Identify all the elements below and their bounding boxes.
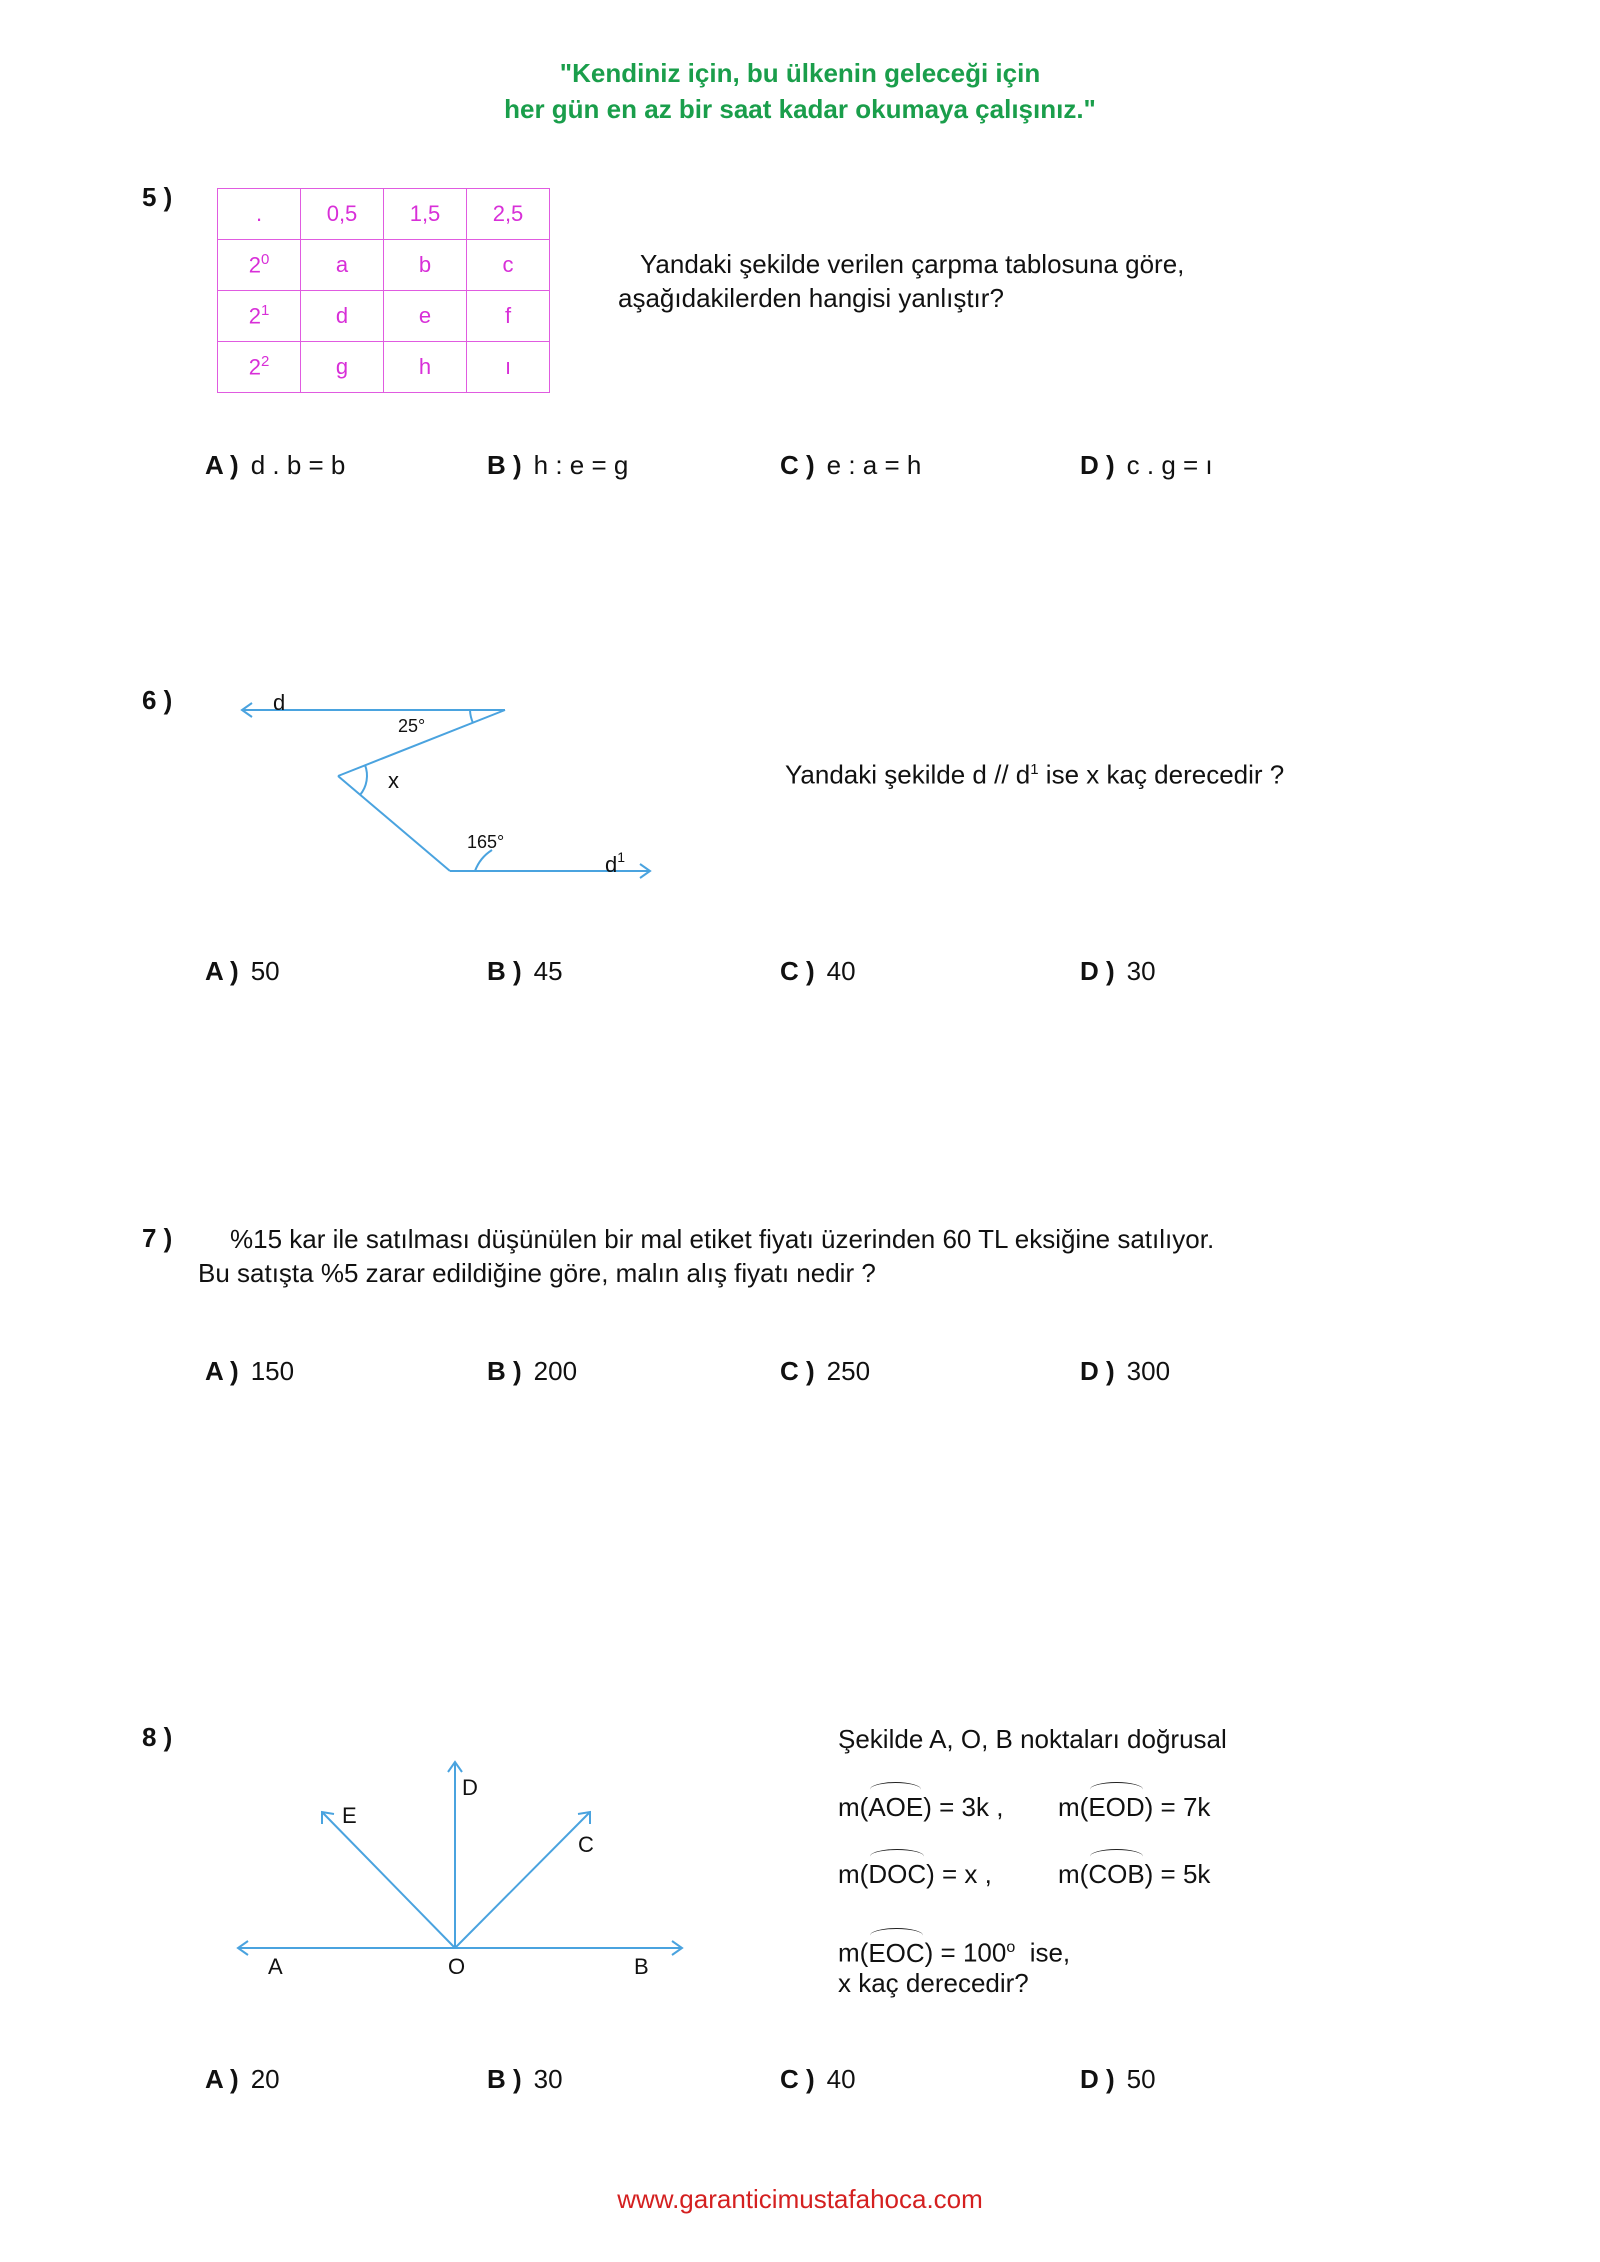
table-cell: h bbox=[384, 342, 467, 393]
label-d1: $d^1$ bbox=[605, 849, 626, 877]
question-6-number: 6 ) bbox=[142, 685, 173, 715]
q8-option-c[interactable]: C ) 40 bbox=[780, 2064, 856, 2094]
q6-option-c[interactable]: C ) 40 bbox=[780, 956, 856, 986]
question-5-text-line-2: aşağıdakilerden hangisi yanlıştır? bbox=[618, 283, 1004, 313]
table-cell: 0,5 bbox=[301, 189, 384, 240]
question-7-text-line-1: %15 kar ile satılması düşünülen bir mal etiket fiyatı üzerinden 60 TL eksiğine satılıyor. bbox=[230, 1224, 1215, 1254]
angle-arc-top bbox=[470, 710, 473, 723]
table-cell: g bbox=[301, 342, 384, 393]
table-cell: e bbox=[384, 291, 467, 342]
equation-cob: m(COB) = 5k bbox=[1058, 1859, 1211, 1889]
footer-url[interactable]: www.garanticimustafahoca.com bbox=[617, 2184, 983, 2214]
q7-option-c[interactable]: C ) 250 bbox=[780, 1356, 871, 1386]
q6-option-d[interactable]: D ) 30 bbox=[1080, 956, 1156, 986]
table-row-header: $2^2$ bbox=[218, 342, 301, 393]
label-165-deg: 165° bbox=[467, 832, 505, 852]
question-6-text: Yandaki şekilde d // $d^1$ ise x kaç derecedir ? bbox=[785, 759, 1285, 790]
angles-figure bbox=[230, 1740, 690, 1990]
table-cell: f bbox=[467, 291, 550, 342]
label-o: O bbox=[448, 1954, 466, 1979]
q5-option-c[interactable]: C ) e : a = h bbox=[780, 450, 922, 480]
q6-option-b[interactable]: B ) 45 bbox=[487, 956, 563, 986]
table-cell: . bbox=[218, 189, 301, 240]
question-8-text-line-1: Şekilde A, O, B noktaları doğrusal bbox=[838, 1724, 1227, 1754]
angle-arc-bottom bbox=[475, 850, 492, 871]
question-7-text-line-2: Bu satışta %5 zarar edildiğine göre, malın alış fiyatı nedir ? bbox=[198, 1258, 876, 1288]
label-x: x bbox=[388, 768, 399, 793]
label-c: C bbox=[578, 1832, 594, 1857]
equation-eoc: $m(EOC) = 100^o$ ise, bbox=[838, 1937, 1071, 1968]
label-d: D bbox=[462, 1775, 478, 1800]
label-e: E bbox=[342, 1803, 357, 1828]
q7-option-b[interactable]: B ) 200 bbox=[487, 1356, 578, 1386]
table-row bbox=[218, 291, 550, 342]
question-5-text-line-1: Yandaki şekilde verilen çarpma tablosuna göre, bbox=[640, 249, 1185, 279]
motto-line-2: her gün en az bir saat kadar okumaya çalışınız." bbox=[504, 94, 1096, 124]
q7-option-a[interactable]: A ) 150 bbox=[205, 1356, 295, 1386]
table-row-header: $2^0$ bbox=[218, 240, 301, 291]
q5-option-a[interactable]: A ) d . b = b bbox=[205, 450, 346, 480]
q8-option-a[interactable]: A ) 20 bbox=[205, 2064, 280, 2094]
label-d: d bbox=[273, 690, 286, 715]
table-row bbox=[218, 342, 550, 393]
motto-line-1: "Kendiniz için, bu ülkenin geleceği için bbox=[559, 58, 1041, 88]
table-cell: 2,5 bbox=[467, 189, 550, 240]
table-cell: a bbox=[301, 240, 384, 291]
label-b: B bbox=[634, 1954, 649, 1979]
equation-doc: m(DOC) = x , bbox=[838, 1859, 992, 1889]
label-a: A bbox=[268, 1954, 283, 1979]
parallel-lines-figure bbox=[230, 680, 670, 890]
q5-option-d[interactable]: D ) c . g = ı bbox=[1080, 450, 1213, 480]
table-header-row bbox=[218, 189, 550, 240]
table-cell: d bbox=[301, 291, 384, 342]
q8-option-d[interactable]: D ) 50 bbox=[1080, 2064, 1156, 2094]
ray-oe bbox=[322, 1812, 455, 1948]
table-row-header: $2^1$ bbox=[218, 291, 301, 342]
q5-option-b[interactable]: B ) h : e = g bbox=[487, 450, 629, 480]
ray-oc bbox=[455, 1812, 590, 1948]
question-5-number: 5 ) bbox=[142, 182, 173, 212]
question-8-text-last: x kaç derecedir? bbox=[838, 1968, 1029, 1998]
table-cell: b bbox=[384, 240, 467, 291]
table-cell: ı bbox=[467, 342, 550, 393]
q7-option-d[interactable]: D ) 300 bbox=[1080, 1356, 1171, 1386]
multiplication-table bbox=[217, 188, 550, 393]
label-25-deg: 25° bbox=[398, 716, 426, 736]
question-8-number: 8 ) bbox=[142, 1722, 173, 1752]
equation-eod: m(EOD) = 7k bbox=[1058, 1792, 1211, 1822]
question-7-number: 7 ) bbox=[142, 1223, 173, 1253]
table-cell: c bbox=[467, 240, 550, 291]
q8-option-b[interactable]: B ) 30 bbox=[487, 2064, 563, 2094]
equation-aoe: m(AOE) = 3k , bbox=[838, 1792, 1004, 1822]
table-row bbox=[218, 240, 550, 291]
angle-arc-x bbox=[360, 765, 367, 795]
table-cell: 1,5 bbox=[384, 189, 467, 240]
q6-option-a[interactable]: A ) 50 bbox=[205, 956, 280, 986]
